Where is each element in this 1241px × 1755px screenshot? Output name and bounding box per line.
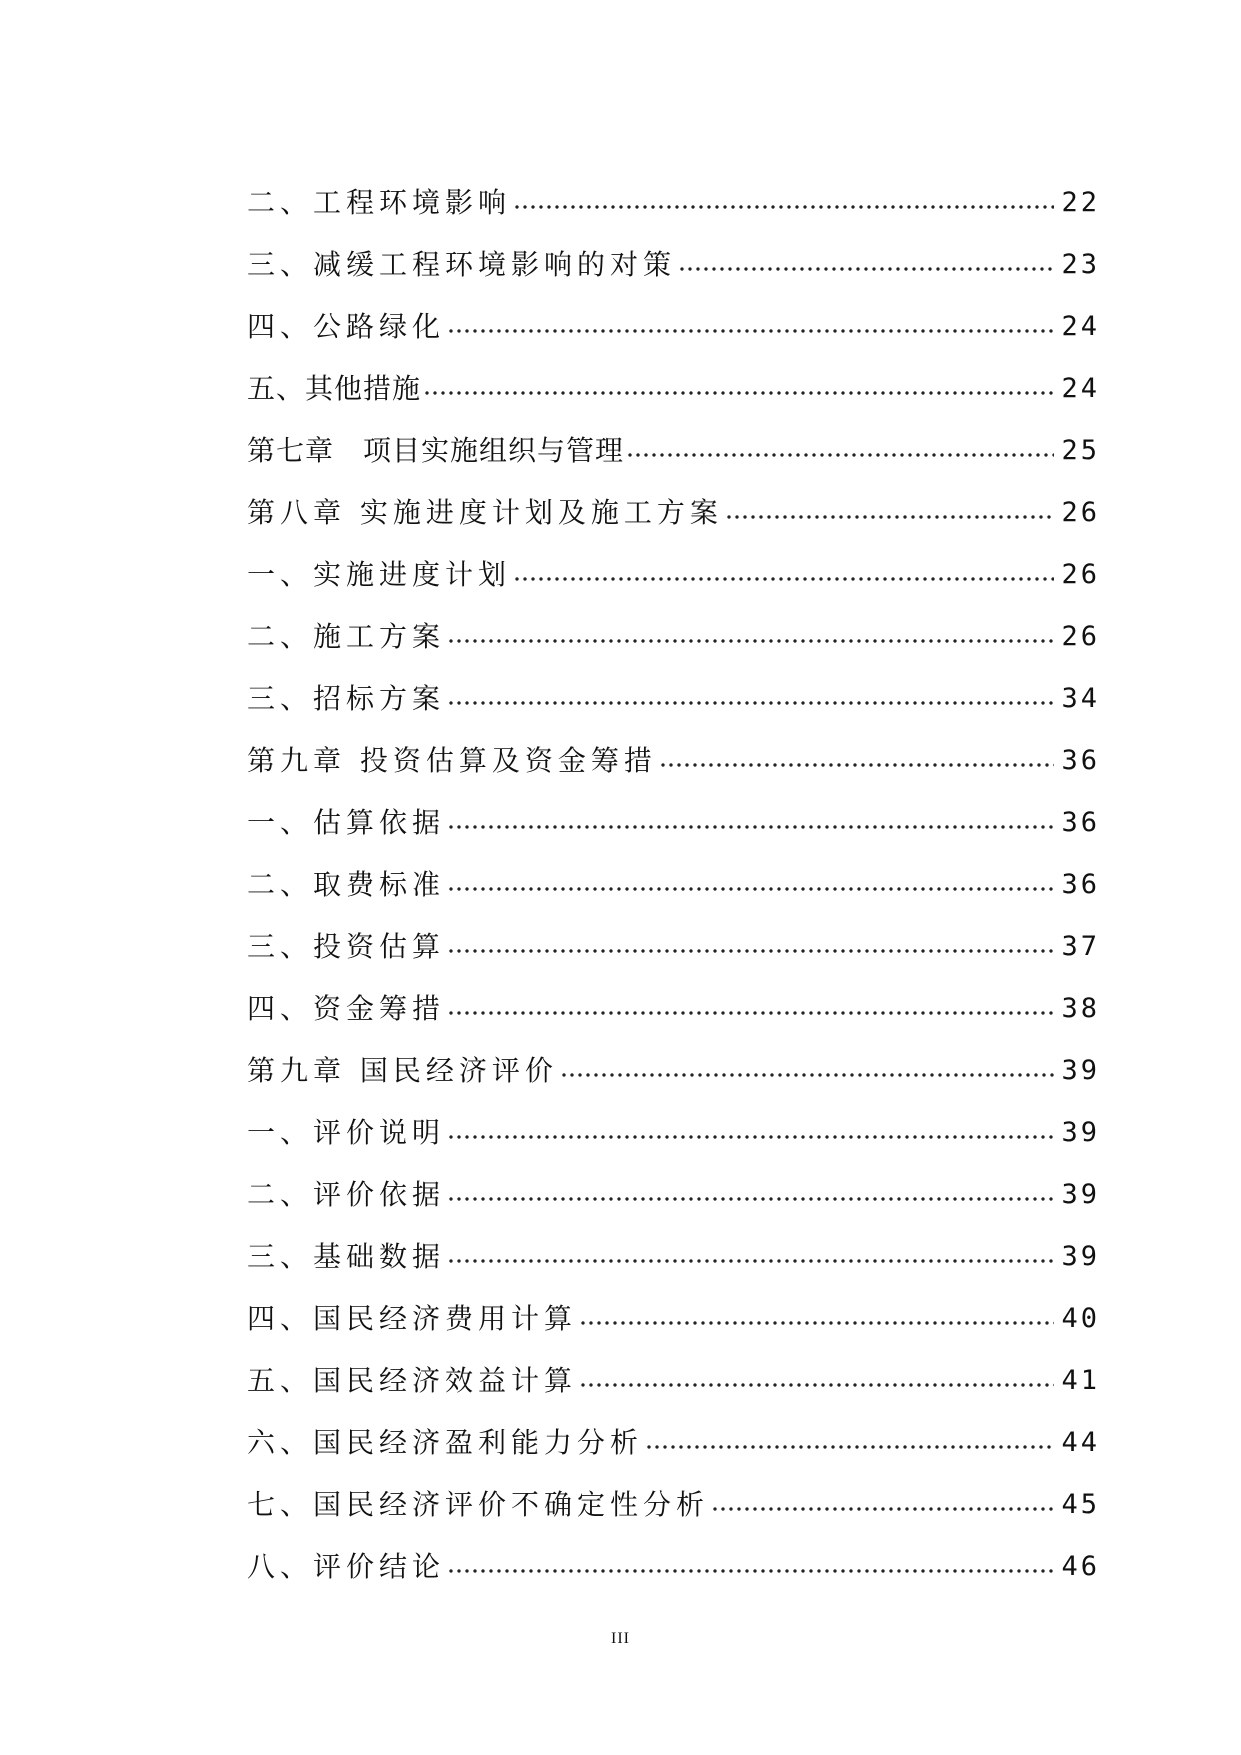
toc-entry[interactable] (247, 654, 1100, 716)
toc-entry-title: 一、评价说明 (247, 1116, 446, 1149)
toc-entry-page: 37 (1061, 931, 1100, 962)
toc-entry[interactable] (247, 468, 1100, 530)
toc-entry[interactable] (247, 406, 1100, 468)
toc-entry-title: 三、投资估算 (247, 930, 446, 963)
toc-entry[interactable] (247, 158, 1100, 220)
toc-entry-title: 八、评价结论 (247, 1550, 446, 1583)
toc-entry[interactable] (247, 344, 1100, 406)
dot-leader (423, 372, 1054, 396)
toc-entry-page: 23 (1061, 249, 1100, 280)
toc-entry[interactable] (247, 1150, 1100, 1212)
toc-entry[interactable] (247, 592, 1100, 654)
toc-entry-title: 三、减缓工程环境影响的对策 (247, 248, 677, 281)
toc-entry-title: 一、实施进度计划 (247, 558, 512, 591)
toc-entry[interactable] (247, 902, 1100, 964)
toc-entry-title: 二、施工方案 (247, 620, 446, 653)
toc-entry-title: 六、国民经济盈利能力分析 (247, 1426, 644, 1459)
dot-leader (447, 930, 1054, 954)
dot-leader (447, 620, 1054, 644)
toc-entry[interactable] (247, 1088, 1100, 1150)
dot-leader (626, 434, 1054, 458)
toc-entry-title: 第九章 国民经济评价 (247, 1054, 558, 1087)
dot-leader (447, 868, 1054, 892)
toc-entry-title: 四、公路绿化 (247, 310, 446, 343)
toc-entry-page: 26 (1061, 621, 1100, 652)
toc-entry-page: 22 (1061, 187, 1100, 218)
toc-entry-title: 第九章 投资估算及资金筹措 (247, 744, 657, 777)
toc-entry-title: 二、取费标准 (247, 868, 446, 901)
toc-entry-page: 24 (1061, 311, 1100, 342)
dot-leader (447, 992, 1054, 1016)
toc-entry-page: 25 (1061, 435, 1100, 466)
toc-entry-title: 二、评价依据 (247, 1178, 446, 1211)
toc-entry-page: 44 (1061, 1427, 1100, 1458)
toc-entry-page: 41 (1061, 1365, 1100, 1396)
dot-leader (447, 806, 1054, 830)
dot-leader (560, 1054, 1054, 1078)
dot-leader (645, 1426, 1054, 1450)
dot-leader (711, 1488, 1054, 1512)
toc-entry-page: 24 (1061, 373, 1100, 404)
toc-entry-title: 四、国民经济费用计算 (247, 1302, 578, 1335)
toc-entry[interactable] (247, 1522, 1100, 1584)
toc-entry-page: 40 (1061, 1303, 1100, 1334)
toc-entry-title: 五、国民经济效益计算 (247, 1364, 578, 1397)
toc-entry[interactable] (247, 1398, 1100, 1460)
toc-entry-title: 二、工程环境影响 (247, 186, 512, 219)
dot-leader (579, 1364, 1054, 1388)
toc-entry[interactable] (247, 1336, 1100, 1398)
toc-entry-page: 36 (1061, 869, 1100, 900)
page-number: III (611, 1630, 630, 1647)
toc-entry-page: 39 (1061, 1179, 1100, 1210)
toc-entry-title: 三、基础数据 (247, 1240, 446, 1273)
toc-entry-title: 第七章 项目实施组织与管理 (247, 434, 625, 467)
toc-entry-page: 36 (1061, 745, 1100, 776)
dot-leader (447, 1116, 1054, 1140)
toc-entry-page: 39 (1061, 1241, 1100, 1272)
toc-entry[interactable] (247, 778, 1100, 840)
toc-entry[interactable] (247, 1274, 1100, 1336)
toc-entry-page: 36 (1061, 807, 1100, 838)
toc-entry-page: 39 (1061, 1117, 1100, 1148)
dot-leader (447, 1240, 1054, 1264)
dot-leader (579, 1302, 1054, 1326)
toc-entry-title: 七、国民经济评价不确定性分析 (247, 1488, 710, 1521)
dot-leader (447, 1550, 1054, 1574)
dot-leader (513, 186, 1054, 210)
toc-entry-title: 四、资金筹措 (247, 992, 446, 1025)
dot-leader (447, 1178, 1054, 1202)
dot-leader (678, 248, 1054, 272)
toc-entry-page: 46 (1061, 1551, 1100, 1582)
toc-entry-page: 39 (1061, 1055, 1100, 1086)
toc-entry-page: 34 (1061, 683, 1100, 714)
toc-entry-page: 45 (1061, 1489, 1100, 1520)
dot-leader (513, 558, 1054, 582)
toc-entry-page: 38 (1061, 993, 1100, 1024)
toc-entry[interactable] (247, 1212, 1100, 1274)
toc-entry-title: 第八章 实施进度计划及施工方案 (247, 496, 723, 529)
toc-entry-title: 一、估算依据 (247, 806, 446, 839)
toc-entry[interactable] (247, 1026, 1100, 1088)
dot-leader (447, 682, 1054, 706)
toc-entry[interactable] (247, 282, 1100, 344)
table-of-contents (247, 158, 1100, 1584)
dot-leader (725, 496, 1054, 520)
toc-entry[interactable] (247, 530, 1100, 592)
toc-entry-page: 26 (1061, 497, 1100, 528)
toc-entry[interactable] (247, 840, 1100, 902)
dot-leader (659, 744, 1054, 768)
toc-entry[interactable] (247, 964, 1100, 1026)
toc-entry-title: 五、其他措施 (247, 372, 422, 405)
toc-entry-title: 三、招标方案 (247, 682, 446, 715)
toc-entry[interactable] (247, 1460, 1100, 1522)
dot-leader (447, 310, 1054, 334)
toc-entry[interactable] (247, 220, 1100, 282)
toc-entry-page: 26 (1061, 559, 1100, 590)
toc-entry[interactable] (247, 716, 1100, 778)
